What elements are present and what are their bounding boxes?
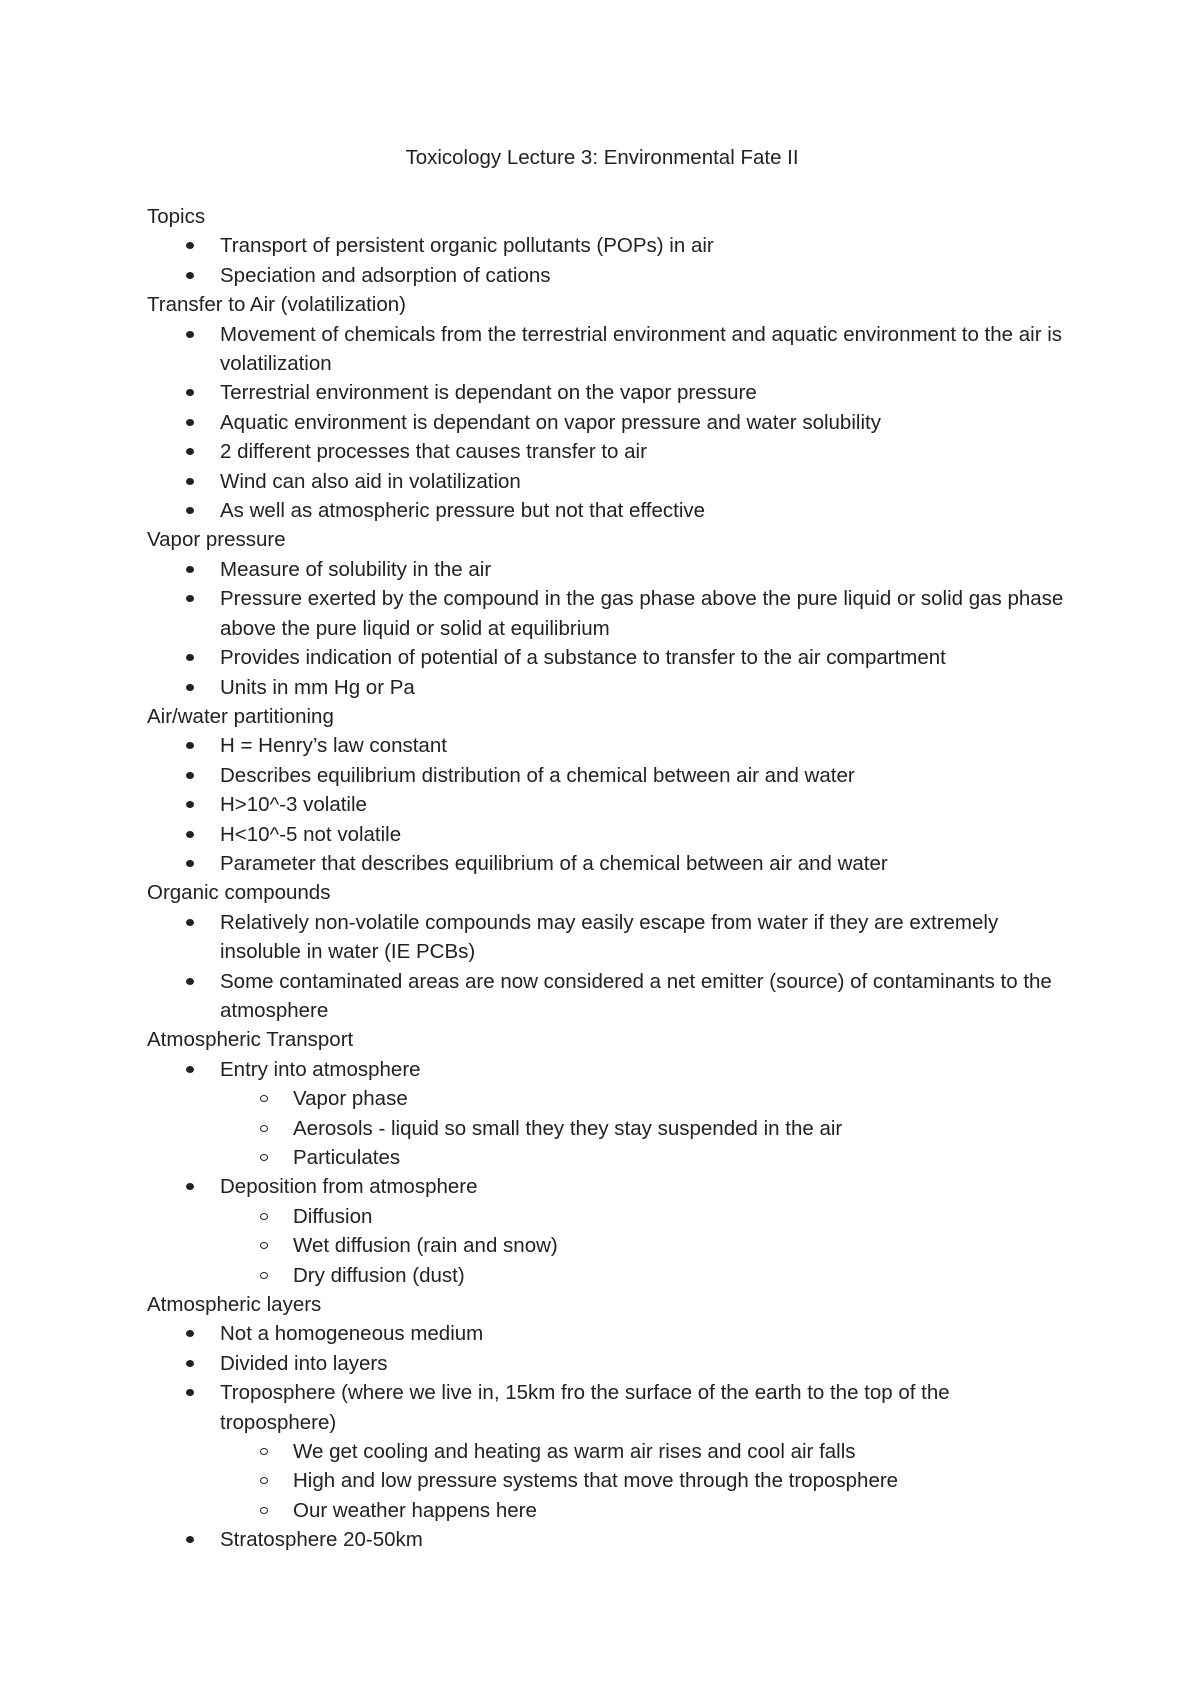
list-item-text: Some contaminated areas are now considered a net emitter (source) of contaminants to the atmosphere bbox=[220, 969, 1052, 1022]
list-item bbox=[220, 1172, 1067, 1290]
list-item-text: Movement of chemicals from the terrestrial environment and aquatic environment to the air is volatilization bbox=[220, 322, 1063, 376]
filled-bullet-icon bbox=[186, 595, 194, 602]
filled-bullet-icon bbox=[186, 448, 194, 455]
hollow-bullet-icon bbox=[260, 1477, 268, 1484]
sub-list-item bbox=[293, 1231, 1067, 1260]
list-item-text: Troposphere (where we live in, 15km fro the surface of the earth to the top of the troposphere) bbox=[220, 1381, 950, 1434]
hollow-bullet-icon bbox=[260, 1213, 268, 1220]
list-item bbox=[220, 849, 1067, 878]
sub-list-item-text: Particulates bbox=[293, 1146, 401, 1169]
list-item-text: Wind can also aid in volatilization bbox=[220, 469, 521, 493]
list-item-text: Units in mm Hg or Pa bbox=[220, 675, 415, 699]
list-item-text: 2 different processes that causes transfer to air bbox=[220, 440, 647, 464]
list-item bbox=[220, 555, 1067, 584]
list-item bbox=[220, 1055, 1067, 1173]
hollow-bullet-icon bbox=[260, 1095, 268, 1102]
bullet-list bbox=[147, 320, 1067, 526]
sub-list-item-text: High and low pressure systems that move through the troposphere bbox=[293, 1469, 899, 1493]
list-item-text: Provides indication of potential of a substance to transfer to the air compartment bbox=[220, 646, 946, 670]
filled-bullet-icon bbox=[186, 507, 194, 514]
sub-list-item-text: Diffusion bbox=[293, 1204, 373, 1228]
sub-list-item-text: Wet diffusion (rain and snow) bbox=[293, 1234, 558, 1258]
list-item bbox=[220, 731, 1067, 760]
section-heading: Topics bbox=[147, 205, 206, 228]
bullet-list bbox=[147, 1055, 1067, 1290]
list-item bbox=[220, 908, 1067, 967]
sub-list-item bbox=[293, 1437, 1067, 1466]
bullet-list bbox=[147, 231, 1067, 290]
list-item-text: Stratosphere 20-50km bbox=[220, 1528, 423, 1552]
list-item-text: H>10^-3 volatile bbox=[220, 793, 367, 817]
filled-bullet-icon bbox=[186, 801, 194, 808]
filled-bullet-icon bbox=[186, 831, 194, 838]
filled-bullet-icon bbox=[186, 566, 194, 573]
filled-bullet-icon bbox=[186, 1066, 194, 1073]
list-item-text: Measure of solubility in the air bbox=[220, 557, 492, 581]
section-heading: Atmospheric layers bbox=[147, 1293, 322, 1317]
section-heading: Vapor pressure bbox=[147, 528, 286, 552]
sub-bullet-list bbox=[220, 1202, 1067, 1290]
list-item-text: Divided into layers bbox=[220, 1351, 388, 1375]
section-heading: Atmospheric Transport bbox=[147, 1028, 354, 1052]
document-title: Toxicology Lecture 3: Environmental Fate II bbox=[405, 146, 799, 169]
list-item bbox=[220, 408, 1067, 437]
filled-bullet-icon bbox=[186, 742, 194, 749]
list-item bbox=[220, 496, 1067, 525]
list-item bbox=[220, 761, 1067, 790]
section-heading: Air/water partitioning bbox=[147, 704, 334, 728]
sub-list-item-text: Vapor phase bbox=[293, 1087, 408, 1111]
list-item bbox=[220, 1525, 1067, 1554]
list-item bbox=[220, 643, 1067, 672]
filled-bullet-icon bbox=[186, 919, 194, 926]
list-item bbox=[220, 820, 1067, 849]
sub-list-item-text: We get cooling and heating as warm air rises and cool air falls bbox=[293, 1440, 856, 1464]
sub-bullet-list bbox=[220, 1084, 1067, 1172]
bullet-list bbox=[147, 555, 1067, 702]
sub-list-item-text: Our weather happens here bbox=[293, 1498, 537, 1522]
filled-bullet-icon bbox=[186, 389, 194, 396]
filled-bullet-icon bbox=[186, 684, 194, 691]
sub-list-item bbox=[293, 1114, 1067, 1143]
list-item-text: Describes equilibrium distribution of a chemical between air and water bbox=[220, 763, 855, 787]
list-item bbox=[220, 967, 1067, 1026]
list-item-text: H<10^-5 not volatile bbox=[220, 822, 402, 846]
list-item-text: Parameter that describes equilibrium of a chemical between air and water bbox=[220, 851, 888, 875]
list-item-text: Terrestrial environment is dependant on the vapor pressure bbox=[220, 381, 757, 405]
list-item bbox=[220, 437, 1067, 466]
filled-bullet-icon bbox=[186, 1389, 194, 1396]
list-item-text: Aquatic environment is dependant on vapor pressure and water solubility bbox=[220, 410, 881, 434]
sub-list-item bbox=[293, 1202, 1067, 1231]
bullet-list bbox=[147, 731, 1067, 878]
section-heading: Organic compounds bbox=[147, 881, 331, 905]
sub-list-item-text: Dry diffusion (dust) bbox=[293, 1263, 465, 1287]
list-item bbox=[220, 378, 1067, 407]
list-item-text: Deposition from atmosphere bbox=[220, 1175, 478, 1199]
list-item bbox=[220, 1349, 1067, 1378]
hollow-bullet-icon bbox=[260, 1125, 268, 1132]
sub-list-item bbox=[293, 1261, 1067, 1290]
hollow-bullet-icon bbox=[260, 1242, 268, 1249]
hollow-bullet-icon bbox=[260, 1272, 268, 1279]
sub-list-item bbox=[293, 1084, 1067, 1113]
filled-bullet-icon bbox=[186, 978, 194, 985]
list-item-text: Speciation and adsorption of cations bbox=[220, 263, 551, 287]
list-item-text: Entry into atmosphere bbox=[220, 1057, 421, 1081]
filled-bullet-icon bbox=[186, 654, 194, 661]
hollow-bullet-icon bbox=[260, 1154, 268, 1161]
list-item-text: H = Henry’s law constant bbox=[220, 734, 447, 758]
filled-bullet-icon bbox=[186, 772, 194, 779]
list-item bbox=[220, 1378, 1067, 1525]
list-item bbox=[220, 1319, 1067, 1348]
filled-bullet-icon bbox=[186, 1183, 194, 1190]
sub-list-item bbox=[293, 1466, 1067, 1495]
hollow-bullet-icon bbox=[260, 1448, 268, 1455]
list-item-text: Transport of persistent organic pollutants (POPs) in air bbox=[220, 234, 714, 258]
hollow-bullet-icon bbox=[260, 1507, 268, 1514]
filled-bullet-icon bbox=[186, 272, 194, 279]
filled-bullet-icon bbox=[186, 331, 194, 338]
document-body bbox=[147, 202, 1067, 1555]
filled-bullet-icon bbox=[186, 242, 194, 249]
bullet-list bbox=[147, 1319, 1067, 1554]
list-item bbox=[220, 261, 1067, 290]
sub-bullet-list bbox=[220, 1437, 1067, 1525]
filled-bullet-icon bbox=[186, 1360, 194, 1367]
list-item-text: As well as atmospheric pressure but not that effective bbox=[220, 499, 706, 523]
sub-list-item bbox=[293, 1496, 1067, 1525]
section-heading: Transfer to Air (volatilization) bbox=[147, 293, 406, 317]
sub-list-item bbox=[293, 1143, 1067, 1172]
filled-bullet-icon bbox=[186, 478, 194, 485]
list-item bbox=[220, 790, 1067, 819]
list-item bbox=[220, 584, 1067, 643]
sub-list-item-text: Aerosols - liquid so small they they stay suspended in the air bbox=[293, 1116, 843, 1140]
list-item bbox=[220, 231, 1067, 260]
filled-bullet-icon bbox=[186, 1536, 194, 1543]
list-item bbox=[220, 467, 1067, 496]
filled-bullet-icon bbox=[186, 1330, 194, 1337]
list-item-text: Not a homogeneous medium bbox=[220, 1322, 484, 1346]
list-item bbox=[220, 320, 1067, 379]
list-item-text: Relatively non-volatile compounds may easily escape from water if they are extremely insoluble in water (IE PCBs) bbox=[220, 910, 999, 964]
list-item bbox=[220, 673, 1067, 702]
bullet-list bbox=[147, 908, 1067, 1026]
list-item-text: Pressure exerted by the compound in the gas phase above the pure liquid or solid gas phase above the pure liquid or solid at equilibrium bbox=[220, 587, 1064, 640]
filled-bullet-icon bbox=[186, 419, 194, 426]
filled-bullet-icon bbox=[186, 860, 194, 867]
